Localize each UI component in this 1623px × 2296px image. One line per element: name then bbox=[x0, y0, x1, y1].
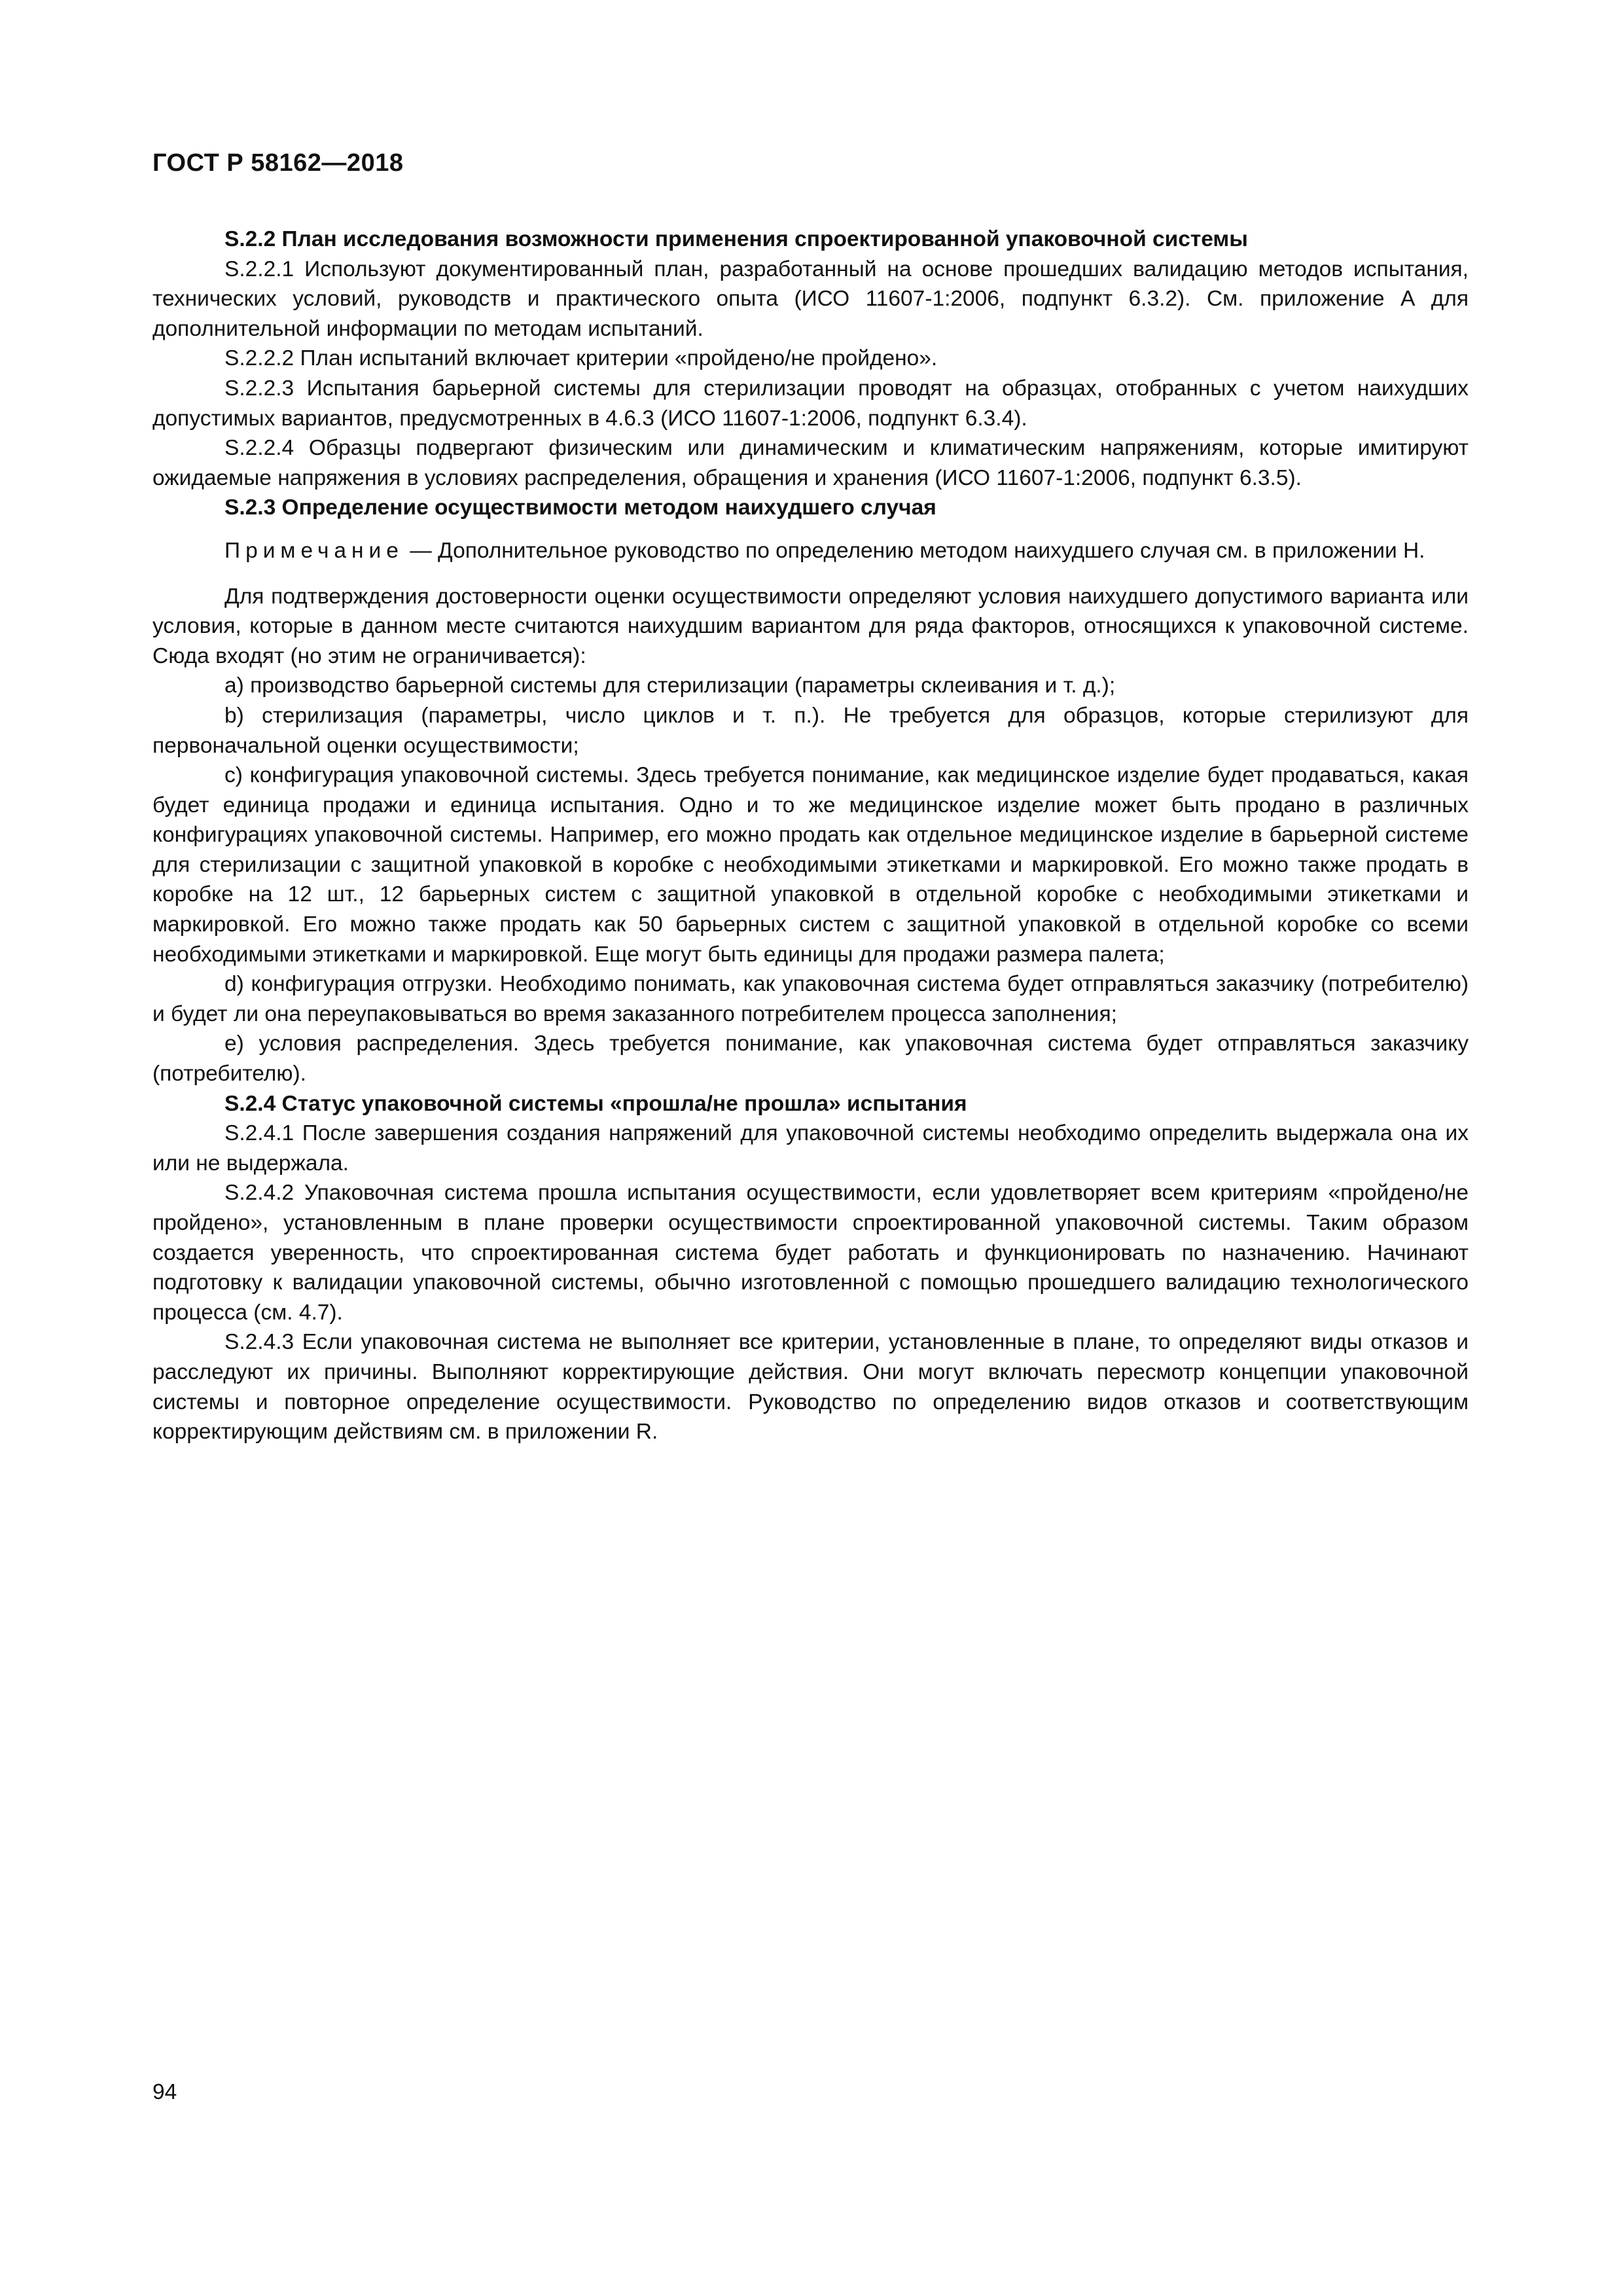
paragraph-s224: S.2.2.4 Образцы подвергают физическим или динамическим и климатическим напряжениям, которые имитируют ожидаемые напряжения в условиях распределения, обращения и хранения (ИСО 11607-1:2006, подпункт 6.3.5). bbox=[152, 436, 1469, 490]
section-heading-s22: S.2.2 План исследования возможности применения спроектированной упаковочной системы bbox=[224, 227, 1248, 251]
list-item-e: e) условия распределения. Здесь требуется понимание, как упаковочная система будет отправляться заказчику (потребителю). bbox=[152, 1031, 1469, 1086]
page-number: 94 bbox=[152, 2080, 177, 2104]
section-heading-s23: S.2.3 Определение осуществимости методом наихудшего случая bbox=[224, 495, 936, 520]
paragraph-s243: S.2.4.3 Если упаковочная система не выполняет все критерии, установленные в плане, то определяют виды отказов и расследуют их причины. Выполняют корректирующие действия. Они могут включать пересмотр концепции упаковочной системы и повторное определение осуществимости. Руководство по определению видов отказов и соответствующим корректирующим действиям см. в приложении R. bbox=[152, 1330, 1469, 1444]
paragraph-s241: S.2.4.1 После завершения создания напряжений для упаковочной системы необходимо определить выдержала она их или не выдержала. bbox=[152, 1121, 1469, 1175]
list-item-c: c) конфигурация упаковочной системы. Здесь требуется понимание, как медицинское изделие будет продаваться, какая будет единица продажи и единица испытания. Одно и то же медицинское изделие может быть продано в различных конфигурациях упаковочной системы. Например, его можно продать как отдельное медицинское изделие в барьерной системе для стерилизации с защитной упаковкой в коробке с необходимыми этикетками и маркировкой. Его можно также продать в коробке на 12 шт., 12 барьерных систем с защитной упаковкой в отдельной коробке с необходимыми этикетками и маркировкой. Его можно также продать как 50 барьерных систем с защитной упаковкой в отдельной коробке со всеми необходимыми этикетками и маркировкой. Еще могут быть единицы для продажи размера палета; bbox=[152, 763, 1469, 967]
document-body bbox=[152, 224, 1469, 1447]
paragraph-s242: S.2.4.2 Упаковочная система прошла испытания осуществимости, если удовлетворяет всем критериям «пройдено/не пройдено», установленным в плане проверки осуществимости спроектированной упаковочной системы. Таким образом создается уверенность, что спроектированная система будет работать и функционировать по назначению. Начинают подготовку к валидации упаковочной системы, обычно изготовленной с помощью прошедшего валидацию технологического процесса (см. 4.7). bbox=[152, 1181, 1469, 1325]
list-item-a: a) производство барьерной системы для стерилизации (параметры склеивания и т. д.); bbox=[224, 673, 1116, 698]
note-text: — Дополнительное руководство по определению методом наихудшего случая см. в приложении Н. bbox=[403, 538, 1425, 563]
list-item-b: b) стерилизация (параметры, число циклов и т. п.). Не требуется для образцов, которые стерилизуют для первоначальной оценки осуществимости; bbox=[152, 703, 1469, 758]
list-item-d: d) конфигурация отгрузки. Необходимо понимать, как упаковочная система будет отправляться заказчику (потребителю) и будет ли она переупаковываться во время заказанного потребителем процесса заполнения; bbox=[152, 972, 1469, 1026]
paragraph-s223: S.2.2.3 Испытания барьерной системы для стерилизации проводят на образцах, отобранных с учетом наихудших допустимых вариантов, предусмотренных в 4.6.3 (ИСО 11607-1:2006, подпункт 6.3.4). bbox=[152, 376, 1469, 431]
paragraph-s222: S.2.2.2 План испытаний включает критерии «пройдено/не пройдено». bbox=[224, 346, 938, 371]
section-heading-s24: S.2.4 Статус упаковочной системы «прошла/не прошла» испытания bbox=[224, 1091, 967, 1116]
paragraph-s23-intro: Для подтверждения достоверности оценки осуществимости определяют условия наихудшего допустимого варианта или условия, которые в данном месте считаются наихудшим вариантом для ряда факторов, относящихся к упаковочной системе. Сюда входят (но этим не ограничивается): bbox=[152, 584, 1469, 668]
note-label: Примечание bbox=[224, 538, 404, 563]
note bbox=[152, 536, 1469, 566]
paragraph-s221: S.2.2.1 Используют документированный план, разработанный на основе прошедших валидацию методов испытания, технических условий, руководств и практического опыта (ИСО 11607-1:2006, подпункт 6.3.2). См. приложение А для дополнительной информации по методам испытаний. bbox=[152, 257, 1469, 341]
document-header: ГОСТ Р 58162—2018 bbox=[152, 149, 404, 177]
